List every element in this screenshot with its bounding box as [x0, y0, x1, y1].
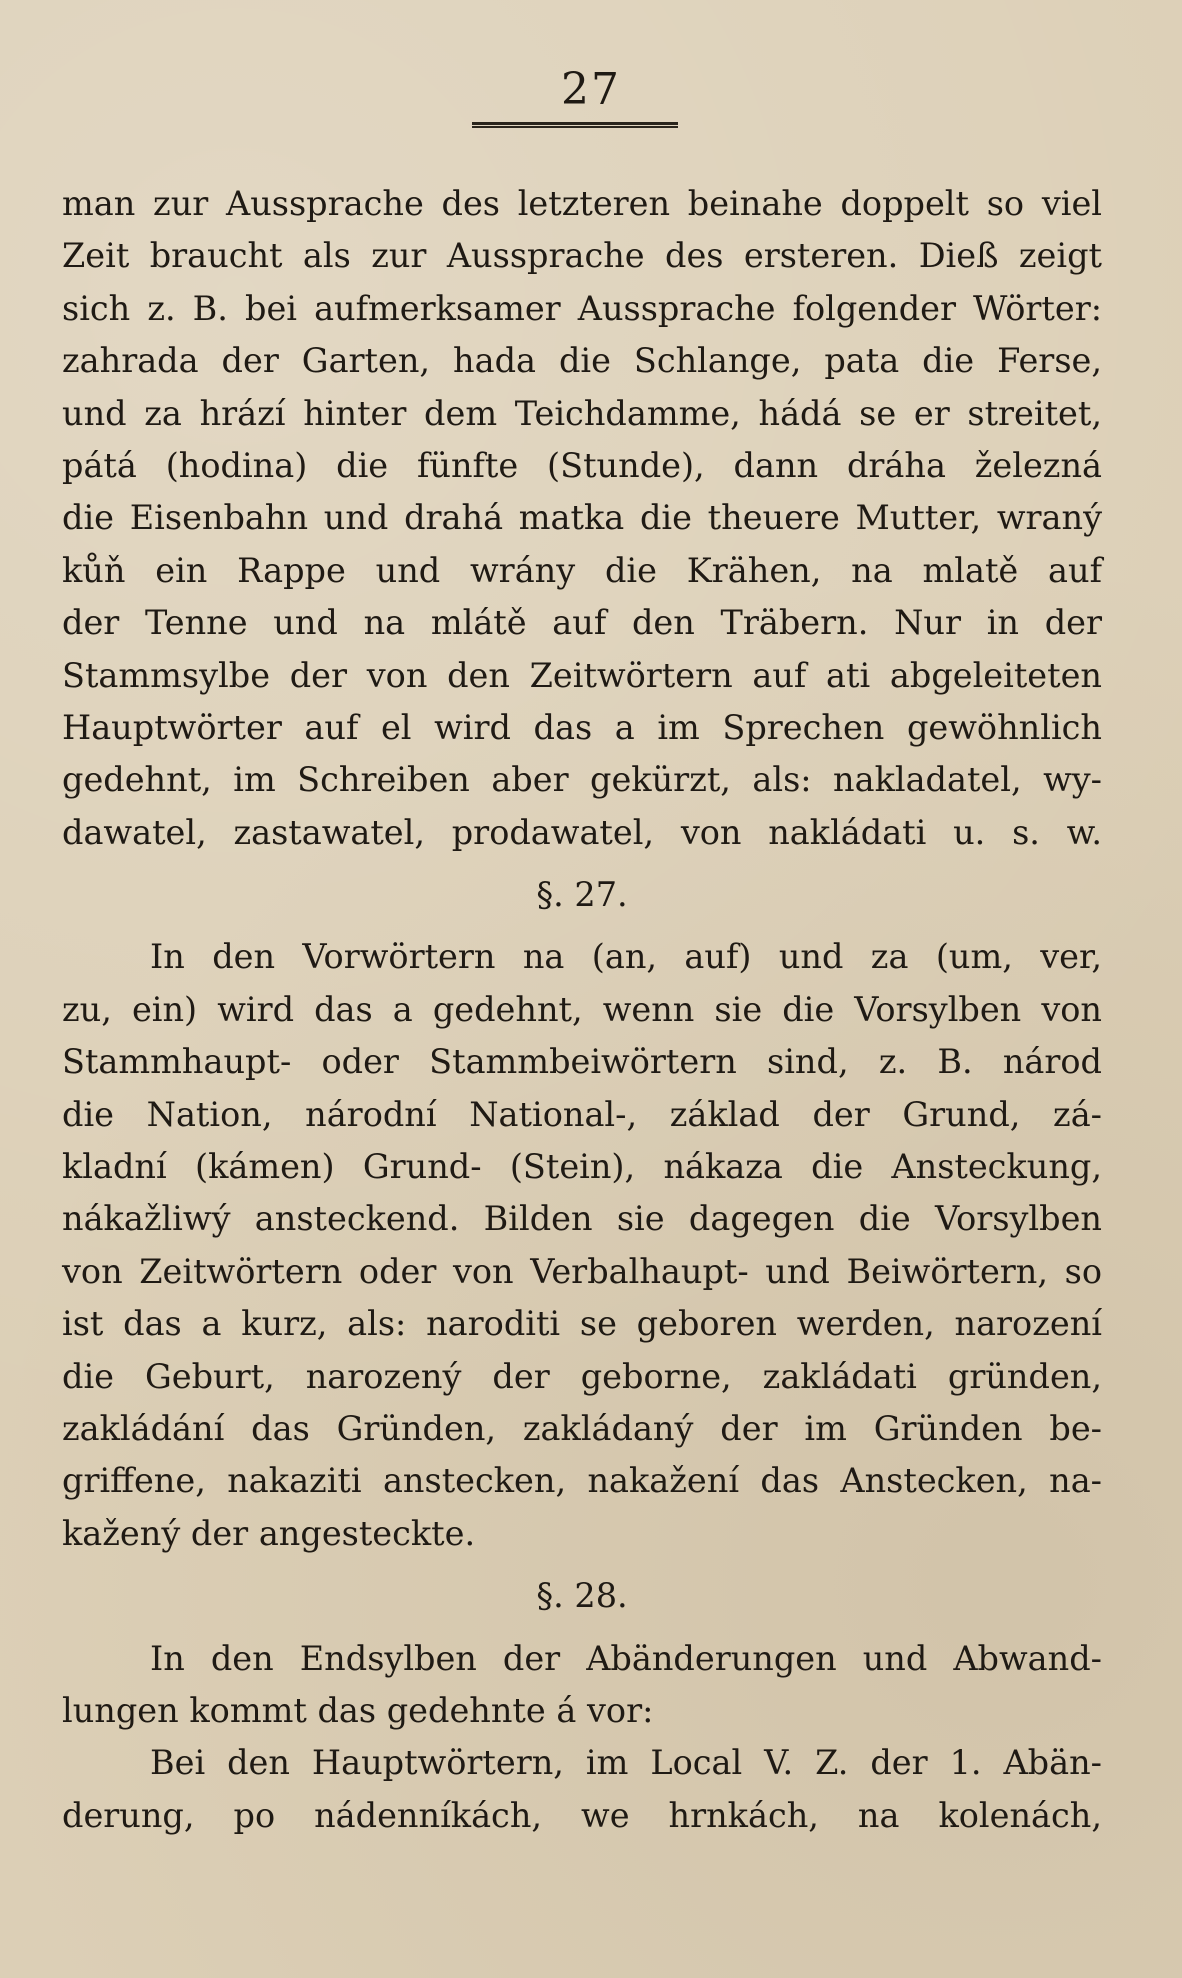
text-line: kažený der angesteckte. — [62, 1513, 476, 1553]
text-line: In den Endsylben der Abänderungen und Abwand- — [150, 1638, 1102, 1678]
text-line: von Zeitwörtern oder von Verbalhaupt- und Beiwörtern, so — [62, 1251, 1102, 1291]
header-rule — [472, 122, 678, 128]
text-line: In den Vorwörtern na (an, auf) und za (um, ver, — [150, 937, 1102, 977]
text-line: dawatel, zastawatel, prodawatel, von nakládati u. s. w. — [62, 812, 1102, 852]
text-line: die Geburt, narozený der geborne, zakládati gründen, — [62, 1356, 1102, 1396]
text-line: Zeit braucht als zur Aussprache des ersteren. Dieß zeigt — [62, 236, 1102, 276]
text-line: kůň ein Rappe und wrány die Krähen, na mlatě auf — [62, 550, 1102, 590]
text-line: zu, ein) wird das a gedehnt, wenn sie die Vorsylben von — [62, 989, 1102, 1029]
text-line: kladní (kámen) Grund- (Stein), nákaza die Ansteckung, — [62, 1147, 1102, 1187]
text-line: Stammsylbe der von den Zeitwörtern auf ati abgeleiteten — [62, 655, 1102, 695]
text-line: die Eisenbahn und drahá matka die theuere Mutter, wraný — [62, 498, 1102, 538]
text-line: gedehnt, im Schreiben aber gekürzt, als: nakladatel, wy- — [62, 760, 1102, 800]
text-line: ist das a kurz, als: naroditi se geboren werden, narození — [62, 1304, 1102, 1344]
text-line: und za hrází hinter dem Teichdamme, hádá se er streitet, — [62, 393, 1102, 433]
text-line: Stammhaupt- oder Stammbeiwörtern sind, z. B. národ — [62, 1042, 1102, 1082]
text-line: Hauptwörter auf el wird das a im Sprechen gewöhnlich — [62, 707, 1102, 747]
text-line: lungen kommt das gedehnte á vor: — [62, 1690, 654, 1730]
text-line: Bei den Hauptwörtern, im Local V. Z. der 1. Abän- — [150, 1743, 1102, 1783]
text-line: zahrada der Garten, hada die Schlange, pata die Ferse, — [62, 341, 1102, 381]
text-line: derung, po nádenníkách, we hrnkách, na kolenách, — [62, 1795, 1102, 1835]
body-text — [62, 178, 1102, 1842]
text-line: zakládání das Gründen, zakládaný der im Gründen be- — [62, 1408, 1102, 1448]
text-line: die Nation, národní National-, základ der Grund, zá- — [62, 1094, 1102, 1134]
text-line: nákažliwý ansteckend. Bilden sie dagegen die Vorsylben — [62, 1199, 1102, 1239]
text-line: man zur Aussprache des letzteren beinahe doppelt so viel — [62, 184, 1102, 223]
text-line: pátá (hodina) die fünfte (Stunde), dann dráha železná — [62, 445, 1102, 485]
text-line: der Tenne und na mlátě auf den Träbern. Nur in der — [62, 603, 1102, 643]
page-number: 27 — [561, 64, 621, 115]
text-line: griffene, nakaziti anstecken, nakažení das Anstecken, na- — [62, 1461, 1102, 1501]
section-heading-28: §. 28. — [536, 1576, 628, 1616]
section-heading-27: §. 27. — [536, 875, 628, 915]
text-line: sich z. B. bei aufmerksamer Aussprache folgender Wörter: — [62, 288, 1102, 328]
